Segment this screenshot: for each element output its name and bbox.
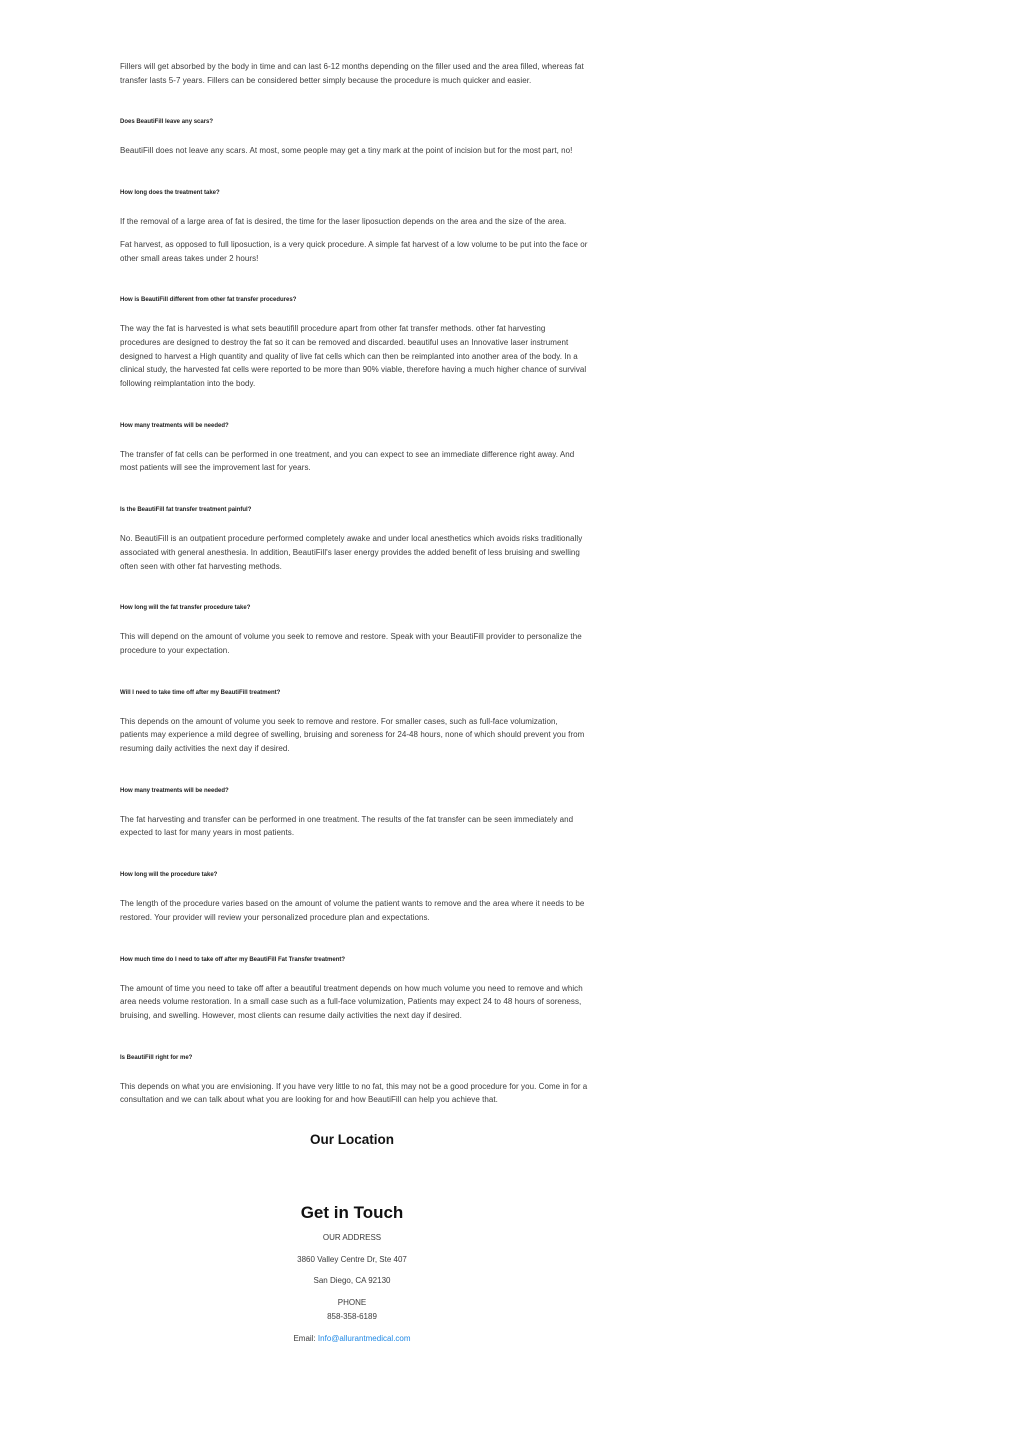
faq-item (120, 295, 588, 391)
location-heading: Our Location (310, 1132, 394, 1147)
address-label: OUR ADDRESS (322, 1233, 382, 1242)
faq-answer-paragraph: The way the fat is harvested is what sets beautifill procedure apart from other fat transfer methods. other fat harvesting procedures are designed to destroy the fat so it can be removed and discarded. beautiful uses an Innovative laser instrument designed to harvest a High quantity and quality of live fat cells which can then be reimplanted into another area of the body. In a clinical study, the harvested fat cells were reported to be more than 90% viable, therefore having a much higher chance of survival following reimplantation into the body. (120, 324, 587, 389)
faq-answer-paragraph: Fat harvest, as opposed to full liposuction, is a very quick procedure. A simple fat harvest of a low volume to be put into the face or other small areas takes under 2 hours! (120, 239, 588, 263)
faq-answer (120, 144, 588, 158)
faq-answer-paragraph: No. BeautiFill is an outpatient procedure performed completely awake and under local anesthetics which avoids risks traditionally associated with general anesthesia. In addition, BeautiFill's laser energy provides the added benefit of less bruising and swelling often seen with other fat harvesting methods. (120, 534, 583, 571)
contact-section (0, 1201, 704, 1345)
faq-item (120, 421, 588, 475)
faq-question: How long does the treatment take? (120, 190, 220, 197)
faq-answer (120, 1080, 588, 1107)
faq-item (120, 870, 588, 924)
faq-question: How long will the fat transfer procedure take? (120, 605, 251, 612)
faq-answer (120, 532, 588, 573)
faq-item (120, 688, 588, 756)
email-line (0, 1332, 704, 1346)
faq-question: How much time do I need to take off after my BeautiFill Fat Transfer treatment? (120, 956, 346, 963)
phone-label: PHONE (337, 1298, 367, 1308)
faq-answer (120, 215, 588, 265)
faq-answer-paragraph: This will depend on the amount of volume you seek to remove and restore. Speak with your BeautiFill provider to personalize the procedure to your expectation. (120, 632, 582, 655)
faq-question: How many treatments will be needed? (120, 422, 229, 429)
faq-answer (120, 448, 588, 475)
faq-answer (120, 813, 588, 840)
faq-item (120, 117, 588, 158)
faq-question: Is the BeautiFill fat transfer treatment painful? (120, 507, 252, 514)
faq-item (120, 955, 588, 1023)
faq-section (120, 60, 588, 1116)
faq-question: How long will the procedure take? (120, 872, 218, 879)
faq-answer (120, 715, 588, 756)
faq-list (120, 117, 588, 1107)
faq-question: Does BeautiFill leave any scars? (120, 119, 214, 126)
faq-answer-paragraph: The amount of time you need to take off after a beautiful treatment depends on how much volume you need to remove and which area needs volume restoration. In a small case such as a full-face volumization, Patients may expect 24 to 48 hours of soreness, bruising, and swelling. However, most clients can resume daily activities the next day if desired. (120, 983, 583, 1020)
contact-heading: Get in Touch (300, 1203, 404, 1222)
faq-answer (120, 982, 588, 1023)
faq-answer-paragraph: BeautiFill does not leave any scars. At most, some people may get a tiny mark at the point of incision but for the most part, no! (120, 146, 573, 156)
faq-answer-paragraph: If the removal of a large area of fat is desired, the time for the laser liposuction depends on the area and the size of the area. (120, 217, 567, 227)
faq-item (120, 505, 588, 573)
faq-item (120, 188, 588, 265)
faq-answer (120, 322, 588, 391)
faq-answer-paragraph: The transfer of fat cells can be performed in one treatment, and you can expect to see an immediate difference right away. And most patients will see the improvement last for years. (120, 449, 575, 473)
faq-question: How is BeautiFill different from other fat transfer procedures? (120, 297, 297, 304)
faq-answer (120, 897, 588, 924)
faq-answer-paragraph: This depends on what you are envisioning. If you have very little to no fat, this may not be a good procedure for you. Come in for a consultation and we can talk about what you are looking for and how BeautiFill can help you achieve that. (120, 1081, 588, 1105)
phone-number[interactable]: 858-358-6189 (327, 1311, 377, 1321)
faq-answer (120, 630, 588, 657)
faq-item (120, 603, 588, 657)
faq-item (120, 786, 588, 840)
email-link[interactable]: Info@allurantmedical.com (317, 1333, 411, 1343)
faq-answer-paragraph: The length of the procedure varies based on the amount of volume the patient wants to remove and the area where it needs to be restored. Your provider will review your personalized procedure plan and expectations. (120, 899, 585, 922)
faq-question: How many treatments will be needed? (120, 787, 229, 794)
intro-text-block (120, 60, 588, 87)
faq-answer-paragraph: This depends on the amount of volume you seek to remove and restore. For smaller cases, such as full-face volumization, patients may experience a mild degree of swelling, bruising and soreness for 24-48 hours, none of which should prevent you from resuming daily activities the next day if desired. (120, 716, 585, 754)
intro-paragraph: Fillers will get absorbed by the body in time and can last 6-12 months depending on the filler used and the area filled, whereas fat transfer lasts 5-7 years. Fillers can be considered better simply because the procedure is much quicker and easier. (120, 62, 584, 85)
address-line-2: San Diego, CA 92130 (313, 1276, 391, 1286)
address-line-1: 3860 Valley Centre Dr, Ste 407 (297, 1254, 407, 1264)
faq-question: Is BeautiFill right for me? (120, 1054, 193, 1061)
faq-question: Will I need to take time off after my BeautiFill treatment? (120, 689, 281, 696)
email-label: Email: (293, 1333, 316, 1343)
faq-item (120, 1053, 588, 1107)
faq-answer-paragraph: The fat harvesting and transfer can be performed in one treatment. The results of the fat transfer can be seen immediately and expected to last for many years in most patients. (120, 814, 574, 838)
